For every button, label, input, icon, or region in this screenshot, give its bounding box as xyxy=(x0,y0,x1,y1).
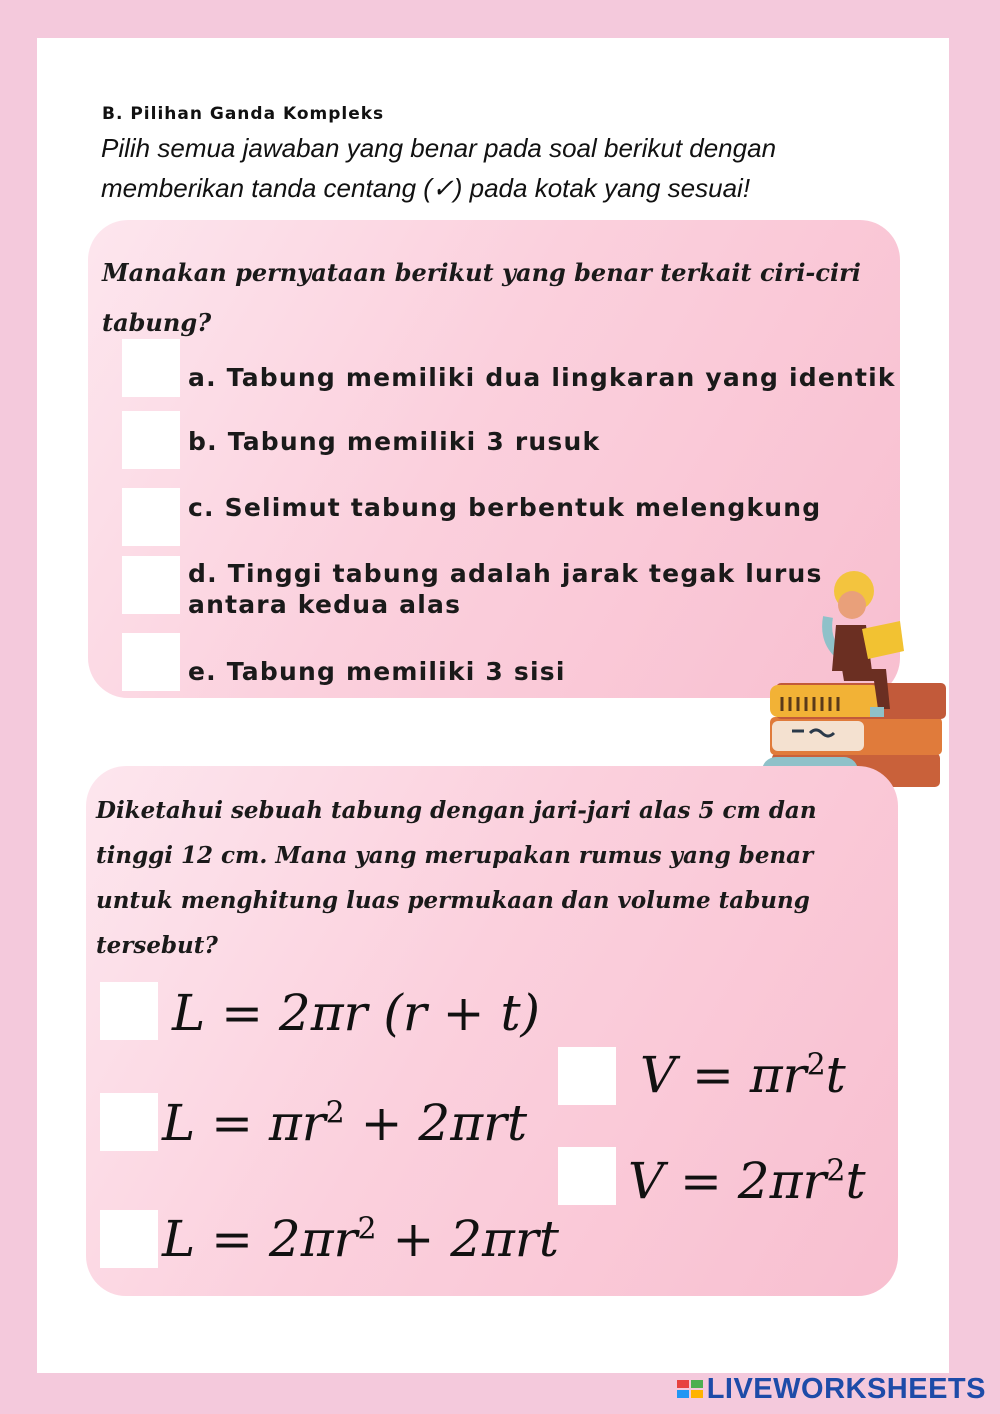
book-top-spine xyxy=(770,685,880,717)
option-a-label: a. Tabung memiliki dua lingkaran yang identik xyxy=(188,363,896,392)
formula-volume-2 xyxy=(628,1152,866,1210)
formula-2-base: L = πr xyxy=(162,1094,326,1152)
book-middle-spine xyxy=(772,721,864,751)
formula-surface-area-1: L = 2πr (r + t) xyxy=(172,984,541,1042)
liveworksheets-logo-text: LIVEWORKSHEETS xyxy=(706,1372,986,1405)
formula-4-base: V = πr xyxy=(640,1046,807,1104)
question-1-text: Manakan pernyataan berikut yang benar terkait ciri-ciri tabung? xyxy=(102,258,861,337)
checkbox-option-c[interactable] xyxy=(122,488,180,546)
girl-face xyxy=(838,591,866,619)
checkbox-formula-1[interactable] xyxy=(100,982,158,1040)
checkbox-option-b[interactable] xyxy=(122,411,180,469)
checkbox-formula-3[interactable] xyxy=(100,1210,158,1268)
option-e-label: e. Tabung memiliki 3 sisi xyxy=(188,657,566,686)
formula-5-rest: t xyxy=(845,1152,866,1210)
formula-surface-area-3 xyxy=(162,1210,559,1268)
formula-3-rest: + 2πrt xyxy=(376,1210,559,1268)
formula-4-exponent: 2 xyxy=(806,1047,826,1083)
formula-3-base: L = 2πr xyxy=(162,1210,358,1268)
girl-reading-on-books-illustration xyxy=(762,565,952,797)
option-d-label: d. Tinggi tabung adalah jarak tegak lurus antara kedua alas xyxy=(188,559,823,619)
checkbox-formula-2[interactable] xyxy=(100,1093,158,1151)
formula-4-rest: t xyxy=(825,1046,846,1104)
liveworksheets-logo-icon xyxy=(677,1380,703,1398)
formula-5-base: V = 2πr xyxy=(628,1152,827,1210)
logo-square-green xyxy=(691,1380,703,1388)
formula-3-exponent: 2 xyxy=(357,1211,377,1247)
open-book xyxy=(862,621,904,659)
formula-surface-area-2 xyxy=(162,1094,527,1152)
logo-square-yellow xyxy=(691,1390,703,1398)
question-2-text: Diketahui sebuah tabung dengan jari-jari alas 5 cm dan tinggi 12 cm. Mana yang merupakan rumus yang benar untuk menghitung luas permukaan dan volume tabung tersebut? xyxy=(96,797,817,959)
logo-square-red xyxy=(677,1380,689,1388)
formula-2-exponent: 2 xyxy=(325,1095,345,1131)
checkbox-option-e[interactable] xyxy=(122,633,180,691)
formula-5-exponent: 2 xyxy=(826,1153,846,1189)
checkbox-option-a[interactable] xyxy=(122,339,180,397)
liveworksheets-logo[interactable] xyxy=(677,1372,986,1406)
formula-volume-1 xyxy=(640,1046,846,1104)
checkbox-formula-5[interactable] xyxy=(558,1147,616,1205)
girl-shoe xyxy=(870,707,884,717)
section-title: B. Pilihan Ganda Kompleks xyxy=(102,104,385,124)
instruction-text: Pilih semua jawaban yang benar pada soal berikut dengan memberikan tanda centang (✓) pada kotak yang sesuai! xyxy=(101,133,777,203)
formula-2-rest: + 2πrt xyxy=(344,1094,528,1152)
option-c-label: c. Selimut tabung berbentuk melengkung xyxy=(188,493,822,522)
checkbox-formula-4[interactable] xyxy=(558,1047,616,1105)
logo-square-blue xyxy=(677,1390,689,1398)
checkbox-option-d[interactable] xyxy=(122,556,180,614)
option-b-label: b. Tabung memiliki 3 rusuk xyxy=(188,427,601,456)
